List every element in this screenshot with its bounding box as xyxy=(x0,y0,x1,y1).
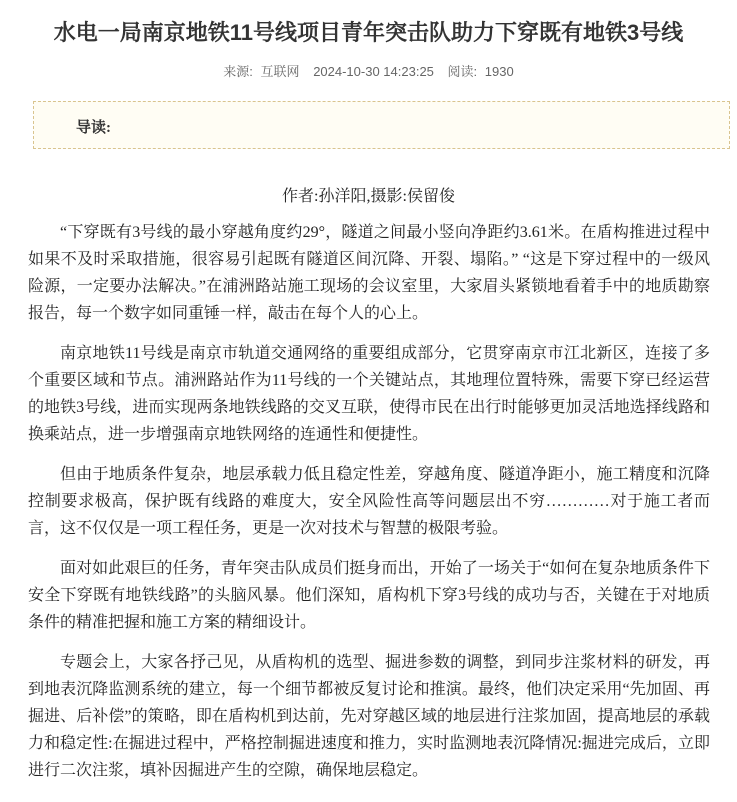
views-count: 1930 xyxy=(484,64,514,79)
article-page xyxy=(0,16,737,784)
source-value: 互联网 xyxy=(260,64,300,79)
paragraph-5: 专题会上，大家各抒己见，从盾构机的选型、掘进参数的调整，到同步注浆材料的研发，再到地表沉降监测系统的建立，每一个细节都被反复讨论和推演。最终，他们决定采用“先加固、再掘进、后补偿”的策略，即在盾构机到达前，先对穿越区域的地层进行注浆加固，提高地层的承载力和稳定性:在掘进过程中，严格控制掘进速度和推力，实时监测地表沉降情况:掘进完成后，立即进行二次注浆，填补因掘进产生的空隙，确保地层稳定。 xyxy=(28,654,710,779)
article-title: 水电一局南京地铁11号线项目青年突击队助力下穿既有地铁3号线 xyxy=(53,20,684,45)
summary-box xyxy=(33,101,730,149)
article-body xyxy=(0,219,737,784)
source-label: 来源: xyxy=(223,64,253,79)
article-meta xyxy=(0,61,737,80)
summary-label: 导读: xyxy=(76,120,111,136)
paragraph-4: 面对如此艰巨的任务，青年突击队成员们挺身而出，开始了一场关于“如何在复杂地质条件下安全下穿既有地铁线路”的头脑风暴。他们深知，盾构机下穿3号线的成功与否，关键在于对地质条件的精准把握和施工方案的精细设计。 xyxy=(28,560,710,631)
paragraph-2: 南京地铁11号线是南京市轨道交通网络的重要组成部分，它贯穿南京市江北新区，连接了多个重要区域和节点。浦洲路站作为11号线的一个关键站点，其地理位置特殊，需要下穿已经运营的地铁3号线，进而实现两条地铁线路的交叉互联，使得市民在出行时能够更加灵活地选择线路和换乘站点，进一步增强南京地铁网络的连通性和便捷性。 xyxy=(28,345,710,443)
views-label: 阅读: xyxy=(447,64,478,79)
paragraph-1: “下穿既有3号线的最小穿越角度约29°，隧道之间最小竖向净距约3.61米。在盾构推进过程中如果不及时采取措施，很容易引起既有隧道区间沉降、开裂、塌陷。” “这是下穿过程中的一级风险源，一定要办法解决。”在浦洲路站施工现场的会议室里，大家眉头紧锁地看着手中的地质勘察报告，每一个数字如同重锤一样，敲击在每个人的心上。 xyxy=(28,224,710,322)
author-line: 作者:孙洋阳,摄影:侯留俊 xyxy=(282,188,455,205)
paragraph-3: 但由于地质条件复杂，地层承载力低且稳定性差，穿越角度、隧道净距小，施工精度和沉降控制要求极高，保护既有线路的难度大，安全风险性高等问题层出不穷…………对于施工者而言，这不仅仅是一项工程任务，更是一次对技术与智慧的极限考验。 xyxy=(28,466,710,537)
publish-datetime: 2024-10-30 14:23:25 xyxy=(313,64,434,79)
